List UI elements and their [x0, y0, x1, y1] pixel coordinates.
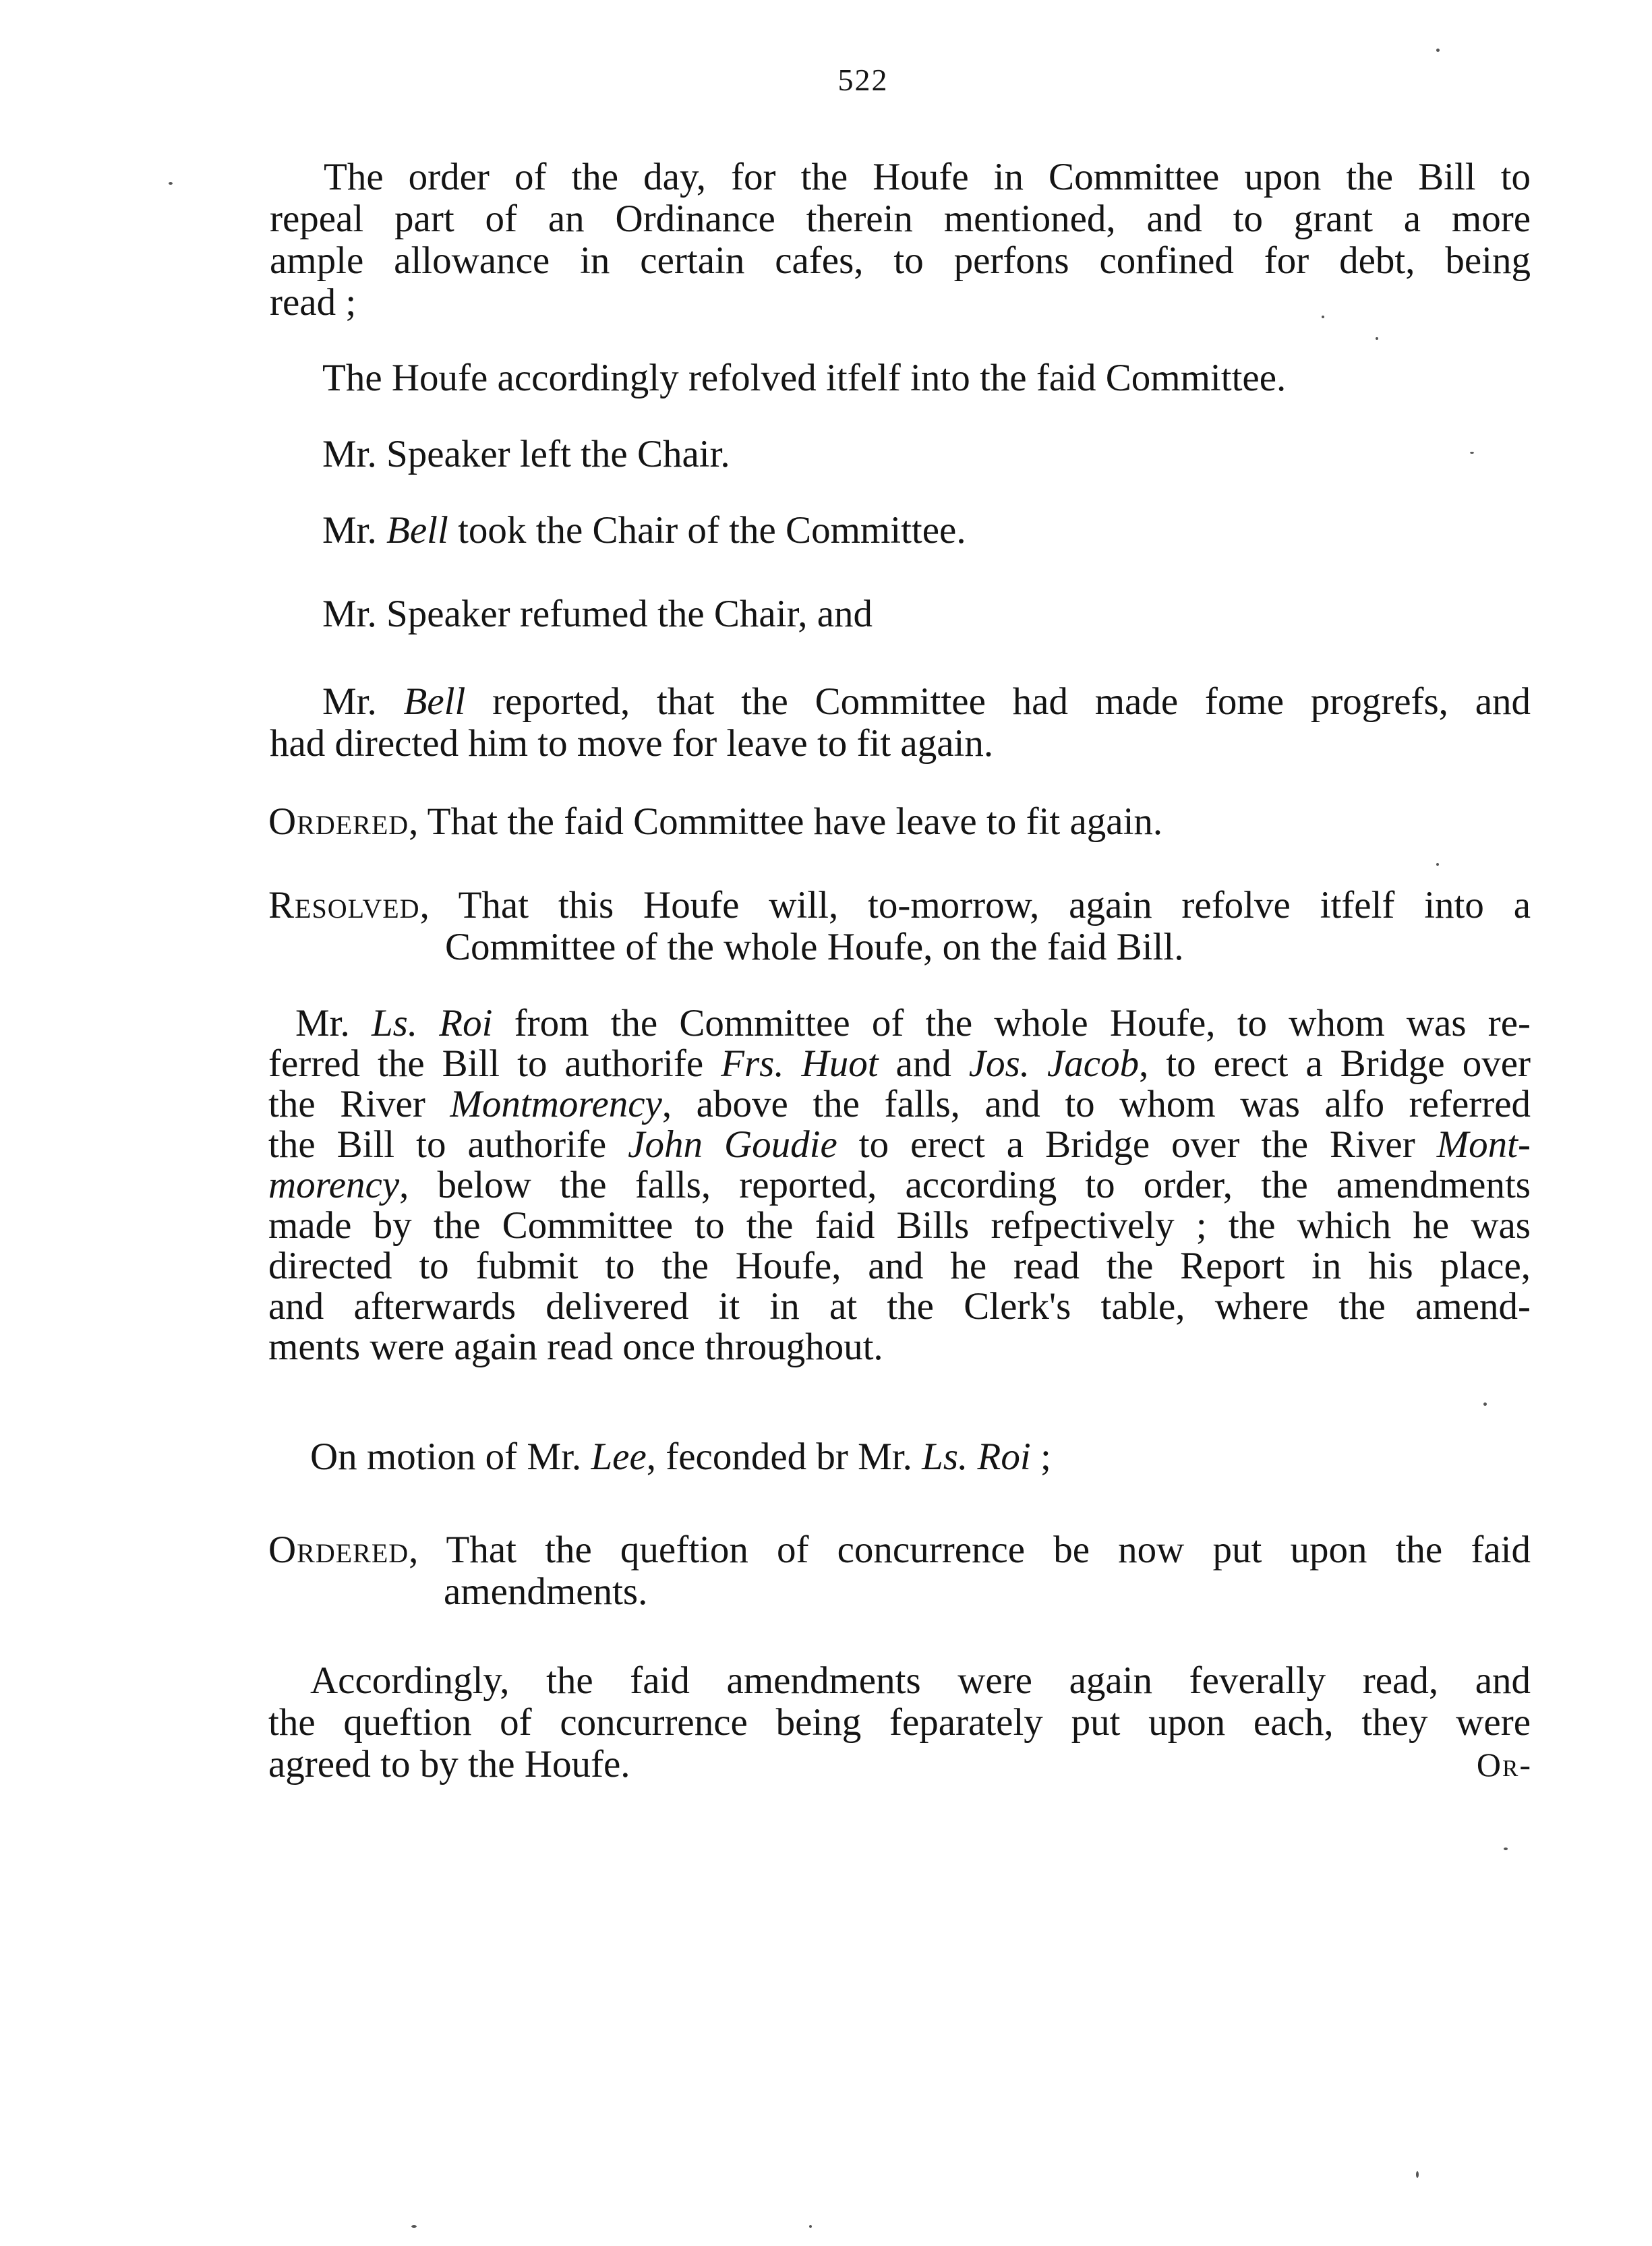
text-line: Mr. Speaker left the Chair. — [322, 433, 730, 475]
scan-speck — [1483, 1402, 1487, 1406]
scan-speck — [1436, 49, 1440, 52]
text-line: ferred the Bill to authorife Frs. Huot and Jos. Jacob, to erect a Bridge over — [268, 1042, 1531, 1085]
paragraph-speaker-left — [322, 434, 730, 475]
text-line: Resolved, That this Houfe will, to-morrow, again refolve itfelf into a — [268, 884, 1531, 926]
text-line: ments were again read once throughout. — [268, 1326, 883, 1368]
catchword: Or- — [1476, 1746, 1532, 1783]
text-line: Mr. Bell reported, that the Committee had made fome progrefs, and — [322, 680, 1531, 723]
paragraph-ordered-question — [268, 1529, 1531, 1613]
text-line: Ordered, That the faid Committee have leave to fit again. — [268, 800, 1163, 843]
paragraph-resolved-tomorrow — [268, 885, 1531, 968]
text-line: Accordingly, the faid amendments were again feverally read, and — [310, 1659, 1531, 1702]
scan-speck — [411, 2225, 417, 2228]
text-line: Committee of the whole Houfe, on the faid Bill. — [445, 926, 1184, 968]
page-number: 522 — [837, 63, 889, 97]
paragraph-accordingly-amendments — [268, 1660, 1531, 1785]
text-line: had directed him to move for leave to fit again. — [270, 722, 994, 765]
text-line: agreed to by the Houfe. — [268, 1743, 630, 1785]
text-line: the queftion of concurrence being feparately put upon each, they were — [268, 1701, 1531, 1744]
paragraph-speaker-resumed — [322, 593, 873, 635]
paragraph-ordered-leave — [268, 801, 1162, 843]
text-line: Mr. Ls. Roi from the Committee of the whole Houfe, to whom was re- — [295, 1002, 1531, 1044]
text-line: amendments. — [444, 1570, 648, 1613]
text-line: Mr. Bell took the Chair of the Committee. — [322, 509, 966, 552]
text-line: and afterwards delivered it in at the Clerk's table, where the amend- — [268, 1285, 1531, 1328]
scan-speck — [1416, 2171, 1419, 2178]
scan-speck — [1376, 337, 1378, 340]
scan-speck — [809, 2225, 812, 2228]
text-line: Mr. Speaker refumed the Chair, and — [322, 593, 873, 635]
paragraph-on-motion — [310, 1436, 1051, 1478]
scan-speck — [1470, 452, 1474, 454]
text-line: read ; — [270, 281, 357, 324]
text-line: morency, below the falls, reported, according to order, the amendments — [268, 1164, 1531, 1206]
text-line: Ordered, That the queftion of concurrence be now put upon the faid — [268, 1529, 1531, 1571]
text-line: The order of the day, for the Houfe in Committee upon the Bill to — [324, 156, 1531, 198]
scan-speck — [1322, 316, 1324, 318]
text-line: repeal part of an Ordinance therein mentioned, and to grant a more — [270, 198, 1531, 240]
text-line: the River Montmorency, above the falls, and to whom was alfo referred — [268, 1083, 1531, 1125]
paragraph-order-of-day — [270, 156, 1531, 324]
text-line: directed to fubmit to the Houfe, and he read the Report in his place, — [268, 1245, 1531, 1287]
paragraph-le-roi-report — [268, 1003, 1531, 1367]
scan-speck — [169, 182, 173, 185]
text-line: ample allowance in certain cafes, to perfons confined for debt, being — [270, 239, 1531, 282]
paragraph-bell-took-chair — [322, 510, 966, 552]
paragraph-house-resolved — [322, 357, 1286, 399]
text-line: the Bill to authorife John Goudie to erect a Bridge over the River Mont- — [268, 1123, 1531, 1166]
text-line: The Houfe accordingly refolved itfelf into the faid Committee. — [322, 357, 1287, 399]
paragraph-bell-reported — [270, 681, 1531, 765]
text-line: On motion of Mr. Lee, feconded br Mr. Ls. Roi ; — [310, 1436, 1051, 1478]
scan-speck — [1436, 863, 1439, 866]
scan-speck — [1504, 1848, 1508, 1850]
text-line: made by the Committee to the faid Bills refpectively ; the which he was — [268, 1204, 1531, 1247]
